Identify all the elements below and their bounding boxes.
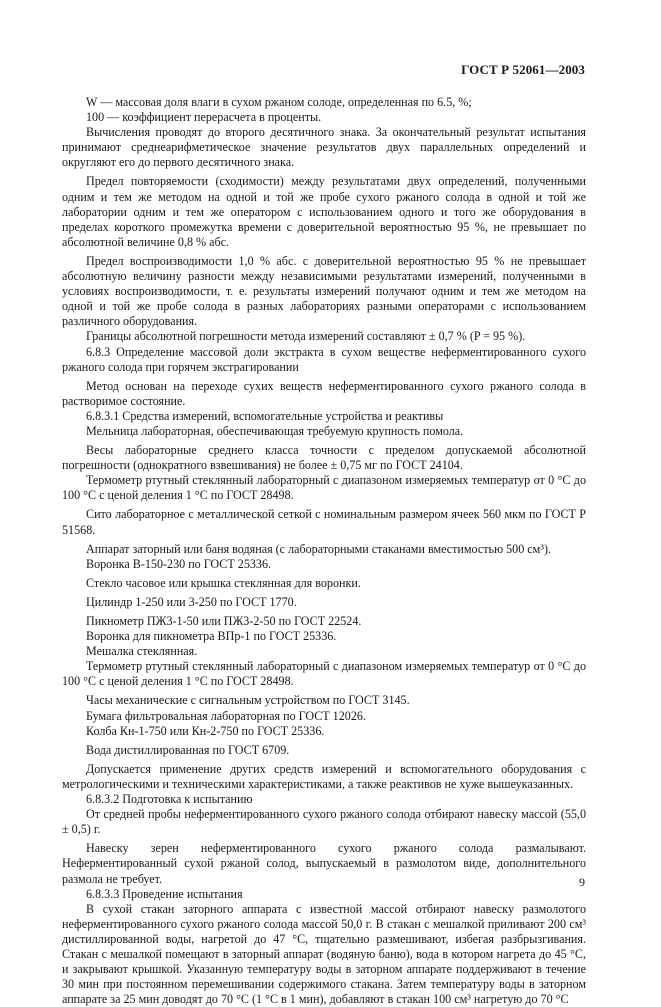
section-heading: 6.8.3.1 Средства измерений, вспомогательные устройства и реактивы	[86, 408, 444, 423]
list-item: Часы механические с сигнальным устройством по ГОСТ 3145.	[86, 693, 410, 708]
list-item: Бумага фильтровальная лабораторная по ГОСТ 12026.	[86, 708, 366, 723]
paragraph: 100 — коэффициент перерасчета в проценты.	[86, 110, 322, 125]
paragraph: В сухой стакан заторного аппарата с известной массой отбирают навеску размолотого неферментированного сухого ржаного солода массой 50,0 г. В стакан с мешалкой приливают 200 см³ дистиллированной воды, нагретой до 47 °С, тщательно размешивают, избегая разбрызгивания. Стакан с мешалкой помещают в заторный аппарат (водяную баню), вода в котором нагрета до 45 °С, и закрывают крышкой. Указанную температуру воды в заторном аппарате поддерживают в течение 30 мин при постоянном перемешивании содержимого стакана. Затем температуру воды в заторном аппарате за 25 мин доводят до 70 °С (1 °С в 1 мин), добавляют в стакан 100 см³ нагретую до 70 °С	[62, 901, 586, 1007]
list-item: Колба Кн-1-750 или Кн-2-750 по ГОСТ 25336.	[86, 723, 325, 738]
document-body	[62, 95, 586, 1007]
section-heading: 6.8.3.2 Подготовка к испытанию	[86, 792, 253, 807]
paragraph: Границы абсолютной погрешности метода измерений составляют ± 0,7 % (P = 95 %).	[86, 329, 526, 344]
paragraph: Метод основан на переходе сухих веществ неферментированного сухого ржаного солода в растворимое состояние.	[62, 378, 586, 408]
paragraph: Предел воспроизводимости 1,0 % абс. с доверительной вероятностью 95 % не превышает абсолютную величину разности между независимыми результатами измерений, полученными в условиях воспроизводимости, т. е. результаты измерений получают одним и тем же методом на одной и той же пробе солода в разных лабораториях разными операторами с использованием различного оборудования.	[62, 253, 586, 329]
paragraph: Допускается применение других средств измерений и вспомогательного оборудования с метрологическими и техническими характеристиками, а также реактивов не хуже вышеуказанных.	[62, 761, 586, 791]
list-item: Вода дистиллированная по ГОСТ 6709.	[86, 742, 290, 757]
standard-id: ГОСТ Р 52061—2003	[461, 62, 585, 77]
list-item: Воронка В-150-230 по ГОСТ 25336.	[86, 556, 272, 571]
list-item: Аппарат заторный или баня водяная (с лабораторными стаканами вместимостью 500 см³).	[86, 541, 551, 556]
document-header	[461, 62, 585, 78]
page-number: 9	[579, 875, 585, 889]
paragraph: Вычисления проводят до второго десятичного знака. За окончательный результат испытания принимают среднеарифметическое значение результатов двух параллельных определений и округляют его до первого десятичного знака.	[62, 125, 586, 170]
list-item: Стекло часовое или крышка стеклянная для воронки.	[86, 575, 361, 590]
list-item: Весы лабораторные среднего класса точности с пределом допускаемой абсолютной погрешности (однократного взвешивания) не более ± 0,75 мг по ГОСТ 24104.	[62, 443, 586, 473]
paragraph: От средней пробы неферментированного сухого ржаного солода отбирают навеску массой (55,0 ± 0,5) г.	[62, 807, 586, 837]
section-heading: 6.8.3 Определение массовой доли экстракта в сухом веществе неферментированного сухого ржаного солода при горячем экстрагировании	[62, 344, 586, 374]
paragraph: W — массовая доля влаги в сухом ржаном солоде, определенная по 6.5, %;	[86, 95, 472, 109]
paragraph: Предел повторяемости (сходимости) между результатами двух определений, полученными одним и тем же методом на одной и той же пробе сухого ржаного солода в одной и той же лаборатории одним и тем же оператором с использованием одного и того же оборудования в пределах короткого промежутка времени с доверительной вероятностью 95 %, не превышает по абсолютной величине 0,8 % абс.	[62, 174, 586, 249]
list-item: Сито лабораторное с металлической сеткой с номинальным размером ячеек 560 мкм по ГОСТ Р 51568.	[62, 507, 586, 537]
list-item: Пикнометр ПЖ3-1-50 или ПЖ3-2-50 по ГОСТ 22524.	[86, 614, 362, 628]
list-item: Мешалка стеклянная.	[86, 644, 198, 659]
list-item: Термометр ртутный стеклянный лабораторный с диапазоном измеряемых температур от 0 °С до 100 °С с ценой деления 1 °С по ГОСТ 28498.	[62, 659, 586, 689]
section-heading: 6.8.3.3 Проведение испытания	[86, 886, 243, 901]
list-item: Мельница лабораторная, обеспечивающая требуемую крупность помола.	[86, 423, 464, 438]
paragraph: Навеску зерен неферментированного сухого ржаного солода размалывают. Неферментированный сухой ржаной солод, выпускаемый в размолотом виде, дополнительного размола не требует.	[62, 841, 586, 886]
list-item: Воронка для пикнометра ВПр-1 по ГОСТ 25336.	[86, 629, 337, 644]
list-item: Термометр ртутный стеклянный лабораторный с диапазоном измеряемых температур от 0 °С до 100 °С с ценой деления 1 °С по ГОСТ 28498.	[62, 473, 586, 503]
list-item: Цилиндр 1-250 или 3-250 по ГОСТ 1770.	[86, 594, 297, 609]
